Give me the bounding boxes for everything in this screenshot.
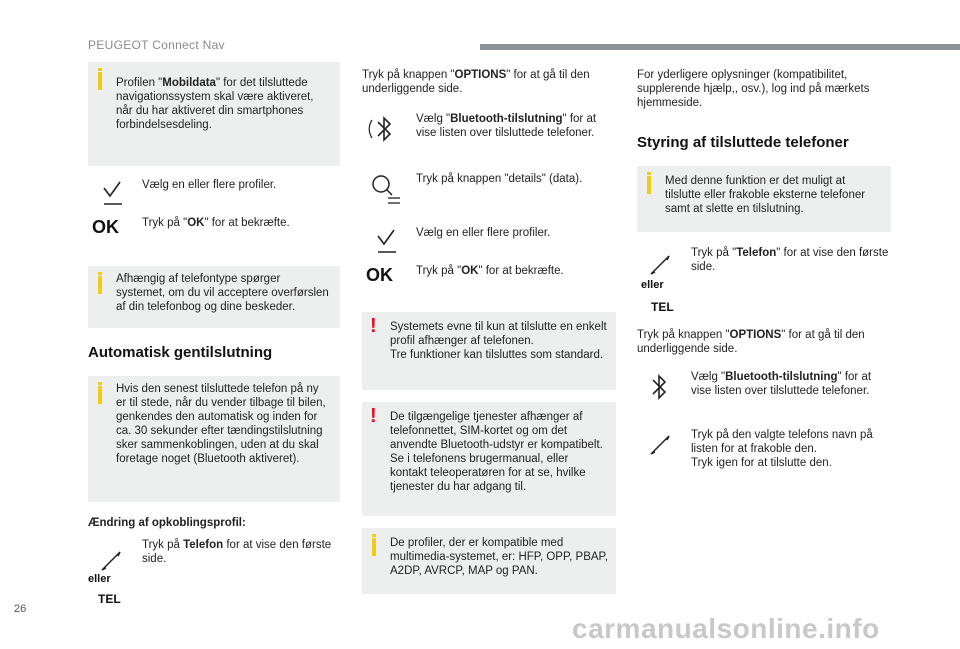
tel-icon: TEL [98,592,121,606]
info-note-manage: Med denne funktion er det muligt at tilslutte eller frakoble eksterne telefoner samt at slette en tilslutning. [637,166,891,232]
bluetooth-icon [368,112,402,146]
phone-handset-icon [643,428,677,462]
header-bar [480,44,960,50]
checkmark-icon [94,178,128,212]
details-search-icon [368,172,402,206]
options-text: Tryk på knappen "OPTIONS" for at gå til den underliggende side. [637,329,865,355]
bluetooth-icon [643,370,677,404]
step-bluetooth: Vælg "Bluetooth-tilslutning" for at vise listen over tilsluttede telefoner. [637,370,891,416]
step-telefon: eller TEL Tryk på "Telefon" for at vise den første side. [641,247,889,314]
phone-handset-icon [643,248,677,282]
header-title: PEUGEOT Connect Nav [88,38,225,52]
warning-note-services: ! De tilgængelige tjenester afhænger af telefonnettet, SIM-kortet og om det anvendte Bluetooth-udstyr er kompatibelt. Se i telefonens brugermanual, eller kontakt teleoperatøren for at se, hvilke tjenester du har adgang til. [362,402,616,516]
step-phone-name: Tryk på den valgte telefons navn på listen for at frakoble den. Tryk igen for at tilslutte den. [637,428,891,470]
tel-icon: TEL [651,300,674,314]
warning-icon: ! [370,405,377,427]
info-note-phonebook: Afhængig af telefontype spørger systemet, om du vil acceptere overførslen af din telefonbog og dine beskeder. [88,266,340,328]
watermark: carmanualsonline.info [572,613,880,644]
or-label: eller [88,573,111,585]
info-icon [372,538,376,556]
info-note-text: Profilen "Mobildata" for det tilsluttede navigationssystem skal være aktiveret, når du har aktiveret din smartphones forbindelsesdeling. [116,77,314,131]
info-icon [98,72,102,90]
step-select-profiles: Vælg en eller flere profiler. [88,178,340,208]
step-telefon: eller TEL Tryk på Telefon for at vise den første side. [88,539,332,606]
info-icon [647,176,651,194]
column-1 [88,62,340,616]
info-note-compatible-profiles: De profiler, der er kompatible med multimedia-systemet, er: HFP, OPP, PBAP, A2DP, AVRCP, MAP og PAN. [362,528,616,594]
column-3 [637,68,891,478]
more-info-text: For yderligere oplysninger (kompatibilitet, supplerende hjælp,, osv.), log ind på mærkets hjemmeside. [637,69,870,109]
warning-icon: ! [370,315,377,337]
warning-note-profile: ! Systemets evne til kun at tilslutte en enkelt profil afhænger af telefonen. Tre funktioner kan tilsluttes som standard. [362,312,616,390]
info-icon [98,386,102,404]
column-2 [362,68,616,594]
step-ok: OK Tryk på "OK" for at bekræfte. [366,265,564,285]
info-icon [98,276,102,294]
section-heading-manage-phones: Styring af tilsluttede telefoner [637,134,849,151]
step-ok: OK Tryk på "OK" for at bekræfte. [92,217,290,237]
section-heading-auto-reconnect: Automatisk gentilslutning [88,344,273,361]
ok-icon: OK [92,217,119,237]
ok-icon: OK [366,265,393,285]
step-select-profiles: Vælg en eller flere profiler. [362,226,616,256]
step-details: Tryk på knappen "details" (data). [362,172,616,216]
checkmark-icon [368,226,402,260]
info-note-mobildata [88,62,340,166]
page-number: 26 [14,603,27,615]
options-intro: Tryk på knappen "OPTIONS" for at gå til den underliggende side. [362,69,590,95]
info-note-auto-reconnect: Hvis den senest tilsluttede telefon på ny er til stede, når du vender tilbage til bilen, genkendes den automatisk og inden for ca. 30 sekunder efter tændingstilslutning sker sammenkoblingen, uden at du skal foretage noget (Bluetooth aktiveret). [88,376,340,502]
step-bluetooth: Vælg "Bluetooth-tilslutning" for at vise listen over tilsluttede telefoner. [362,112,616,156]
subheading-change-profile: Ændring af opkoblingsprofil: [88,517,246,529]
or-label: eller [641,279,664,291]
